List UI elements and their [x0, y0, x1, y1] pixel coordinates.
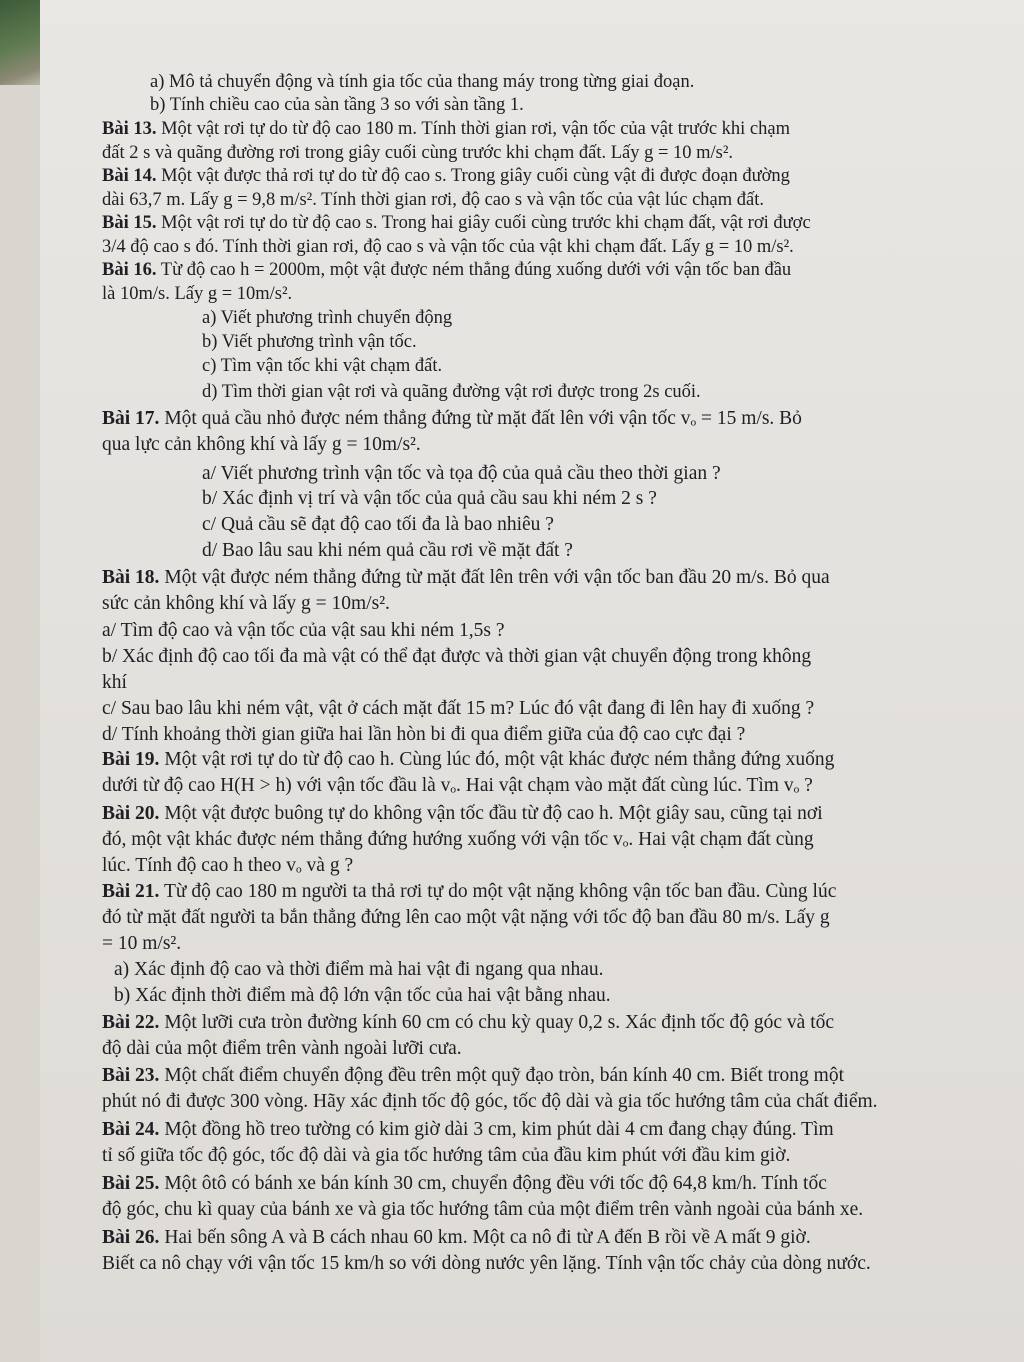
exercise-label: Bài 16.: [102, 260, 157, 280]
line-text: a) Xác định độ cao và thời điểm mà hai vật đi ngang qua nhau.: [114, 959, 604, 980]
line-text: b) Viết phương trình vận tốc.: [202, 332, 417, 352]
exercise-label: Bài 21.: [102, 881, 160, 902]
line-text: dài 63,7 m. Lấy g = 9,8 m/s². Tính thời gian rơi, độ cao s và vận tốc của vật lúc chạm đất.: [102, 190, 764, 210]
line-text: Từ độ cao 180 m người ta thả rơi tự do một vật nặng không vận tốc ban đầu. Cùng lúc: [159, 881, 837, 902]
line-text: = 10 m/s².: [102, 933, 182, 954]
line-text: 3/4 độ cao s đó. Tính thời gian rơi, độ cao s và vận tốc của vật khi chạm đất. Lấy g = 10 m/s².: [102, 237, 794, 257]
line-text: đất 2 s và quãng đường rơi trong giây cuối cùng trước khi chạm đất. Lấy g = 10 m/s².: [102, 143, 734, 163]
text-line: [102, 1089, 878, 1115]
text-line: [102, 282, 292, 306]
line-text: b) Xác định thời điểm mà độ lớn vận tốc của hai vật bằng nhau.: [114, 985, 611, 1006]
line-text: c/ Quả cầu sẽ đạt độ cao tối đa là bao nhiêu ?: [202, 514, 554, 535]
exercise-label: Bài 26.: [102, 1227, 160, 1248]
text-line: [102, 141, 733, 165]
line-text: b) Tính chiều cao của sàn tầng 3 so với sàn tầng 1.: [150, 95, 524, 115]
exercise-label: Bài 19.: [102, 749, 160, 770]
line-text: phút nó đi được 300 vòng. Hãy xác định tốc độ góc, tốc độ dài và gia tốc hướng tâm của chất điểm.: [102, 1091, 878, 1112]
line-text: Một chất điểm chuyển động đều trên một quỹ đạo tròn, bán kính 40 cm. Biết trong một: [159, 1065, 844, 1086]
text-line: [102, 644, 811, 670]
exercise-line: [102, 879, 836, 905]
text-line: [102, 853, 353, 879]
line-text: Một vật được thả rơi tự do từ độ cao s. Trong giây cuối cùng vật đi được đoạn đường: [156, 166, 790, 186]
line-text: d) Tìm thời gian vật rơi và quãng đường vật rơi được trong 2s cuối.: [202, 382, 701, 402]
text-line: [102, 512, 554, 538]
line-text: c/ Sau bao lâu khi ném vật, vật ở cách mặt đất 15 m? Lúc đó vật đang đi lên hay đi xuống ?: [102, 698, 815, 719]
line-text: khí: [102, 672, 127, 693]
exercise-line: [102, 1063, 844, 1089]
line-text: a/ Tìm độ cao và vận tốc của vật sau khi ném 1,5s ?: [102, 620, 505, 641]
line-text: d/ Bao lâu sau khi ném quả cầu rơi về mặt đất ?: [202, 540, 573, 561]
line-text: đó, một vật khác được ném thẳng đứng hướng xuống với vận tốc vₒ. Hai vật chạm đất cùng: [102, 829, 814, 850]
line-text: Biết ca nô chạy với vận tốc 15 km/h so với dòng nước yên lặng. Tính vận tốc chảy của dòng nước.: [102, 1253, 871, 1274]
exercise-line: [102, 1225, 811, 1251]
text-line: [102, 931, 181, 957]
exercise-line: [102, 565, 830, 591]
text-line: [102, 70, 694, 94]
text-line: [102, 354, 442, 378]
exercise-label: Bài 13.: [102, 119, 157, 139]
text-line: [102, 905, 830, 931]
text-line: [102, 1036, 462, 1062]
line-text: độ dài của một điểm trên vành ngoài lưỡi cưa.: [102, 1038, 462, 1059]
line-text: Một ôtô có bánh xe bán kính 30 cm, chuyển động đều với tốc độ 64,8 km/h. Tính tốc: [159, 1173, 827, 1194]
text-line: [102, 773, 813, 799]
line-text: đó từ mặt đất người ta bắn thẳng đứng lên cao một vật nặng với tốc độ ban đầu 80 m/s. Lấy g: [102, 907, 830, 928]
text-line: [102, 618, 505, 644]
text-line: [102, 957, 604, 983]
line-text: a/ Viết phương trình vận tốc và tọa độ của quả cầu theo thời gian ?: [202, 463, 721, 484]
exercise-line: [102, 164, 790, 188]
exercise-label: Bài 15.: [102, 213, 157, 233]
line-text: tỉ số giữa tốc độ góc, tốc độ dài và gia tốc hướng tâm của đầu kim phút với đầu kim giờ.: [102, 1145, 791, 1166]
text-line: [102, 722, 745, 748]
line-text: d/ Tính khoảng thời gian giữa hai lần hòn bi đi qua điểm giữa của độ cao cực đại ?: [102, 724, 746, 745]
exercise-label: Bài 23.: [102, 1065, 160, 1086]
text-line: [102, 983, 611, 1009]
text-line: [102, 188, 764, 212]
text-line: [102, 1251, 871, 1277]
line-text: Một vật rơi tự do từ độ cao 180 m. Tính thời gian rơi, vận tốc của vật trước khi chạm: [156, 119, 790, 139]
line-text: là 10m/s. Lấy g = 10m/s².: [102, 284, 293, 304]
line-text: độ góc, chu kì quay của bánh xe và gia tốc hướng tâm của một điểm trên vành ngoài của bánh xe.: [102, 1199, 864, 1220]
line-text: a) Viết phương trình chuyển động: [202, 308, 453, 328]
exercise-line: [102, 258, 791, 282]
line-text: Một vật rơi tự do từ độ cao h. Cùng lúc đó, một vật khác được ném thẳng đứng xuống: [159, 749, 835, 770]
exercise-line: [102, 211, 811, 235]
exercise-line: [102, 747, 834, 773]
line-text: sức cản không khí và lấy g = 10m/s².: [102, 593, 390, 614]
exercise-line: [102, 406, 802, 432]
text-line: [102, 432, 421, 458]
exercise-label: Bài 18.: [102, 567, 160, 588]
text-line: [102, 538, 573, 564]
text-line: [102, 827, 814, 853]
exercise-label: Bài 14.: [102, 166, 157, 186]
line-text: qua lực cản không khí và lấy g = 10m/s².: [102, 434, 421, 455]
exercise-line: [102, 1117, 834, 1143]
line-text: Một vật rơi tự do từ độ cao s. Trong hai giây cuối cùng trước khi chạm đất, vật rơi được: [156, 213, 811, 233]
line-text: b/ Xác định vị trí và vận tốc của quả cầu sau khi ném 2 s ?: [202, 488, 657, 509]
line-text: Một đồng hồ treo tường có kim giờ dài 3 cm, kim phút dài 4 cm đang chạy đúng. Tìm: [159, 1119, 834, 1140]
line-text: b/ Xác định độ cao tối đa mà vật có thể đạt được và thời gian vật chuyển động trong không: [102, 646, 812, 667]
line-text: Một vật được ném thẳng đứng từ mặt đất lên trên với vận tốc ban đầu 20 m/s. Bỏ qua: [159, 567, 830, 588]
text-line: [102, 696, 814, 722]
exercise-line: [102, 117, 790, 141]
text-line: [102, 591, 390, 617]
text-line: [102, 1197, 863, 1223]
exercise-line: [102, 1171, 827, 1197]
text-line: [102, 486, 657, 512]
line-text: Một vật được buông tự do không vận tốc đầu từ độ cao h. Một giây sau, cũng tại nơi: [159, 803, 823, 824]
line-text: dưới từ độ cao H(H > h) với vận tốc đầu là vₒ. Hai vật chạm vào mặt đất cùng lúc. Tìm vₒ ?: [102, 775, 813, 796]
text-line: [102, 380, 701, 404]
text-line: [102, 461, 721, 487]
line-text: c) Tìm vận tốc khi vật chạm đất.: [202, 356, 443, 376]
text-line: [102, 670, 127, 696]
text-line: [102, 93, 524, 117]
text-line: [102, 330, 417, 354]
exercise-label: Bài 20.: [102, 803, 160, 824]
exercise-line: [102, 1010, 834, 1036]
text-line: [102, 235, 794, 259]
exercise-label: Bài 22.: [102, 1012, 160, 1033]
line-text: Một quả cầu nhỏ được ném thẳng đứng từ mặt đất lên với vận tốc vₒ = 15 m/s. Bỏ: [159, 408, 802, 429]
exercise-line: [102, 801, 823, 827]
line-text: lúc. Tính độ cao h theo vₒ và g ?: [102, 855, 354, 876]
line-text: Hai bến sông A và B cách nhau 60 km. Một ca nô đi từ A đến B rồi về A mất 9 giờ.: [159, 1227, 811, 1248]
exercise-label: Bài 17.: [102, 408, 160, 429]
text-line: [102, 306, 452, 330]
exercise-label: Bài 24.: [102, 1119, 160, 1140]
exercise-label: Bài 25.: [102, 1173, 160, 1194]
line-text: Một lưỡi cưa tròn đường kính 60 cm có chu kỳ quay 0,2 s. Xác định tốc độ góc và tốc: [159, 1012, 835, 1033]
line-text: a) Mô tả chuyển động và tính gia tốc của thang máy trong từng giai đoạn.: [150, 72, 695, 92]
text-line: [102, 1143, 790, 1169]
line-text: Từ độ cao h = 2000m, một vật được ném thẳng đúng xuống dưới với vận tốc ban đầu: [156, 260, 792, 280]
